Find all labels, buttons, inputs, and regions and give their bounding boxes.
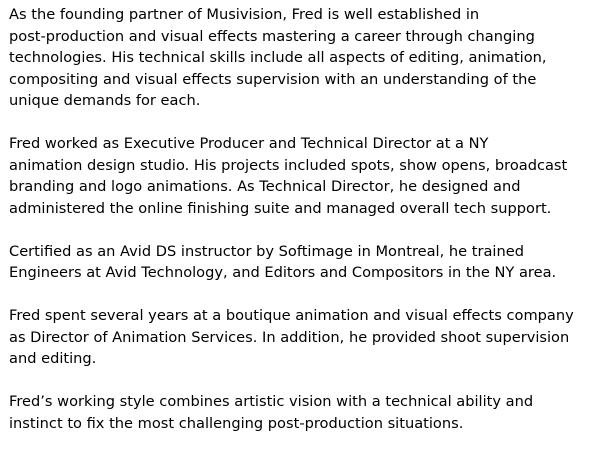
bio-paragraph-executive-producer: Fred worked as Executive Producer and Technical Director at a NY animation design studio. His projects included spots, show opens, broadcast branding and logo animations. As Technical Director, he designed and administered the online finishing suite and managed overall tech support.	[9, 135, 568, 217]
biography-text	[9, 4, 594, 434]
bio-paragraph-intro: As the founding partner of Musivision, Fred is well established in post-production and visual effects mastering a career through changing technologies. His technical skills include all aspects of editing, animation, compositing and visual effects supervision with an understanding of the unique demands for each.	[9, 6, 547, 109]
bio-paragraph-animation-services: Fred spent several years at a boutique animation and visual effects company as Director of Animation Services. In addition, he provided shoot supervision and editing.	[9, 307, 574, 367]
bio-paragraph-avid-certification: Certified as an Avid DS instructor by Softimage in Montreal, he trained Engineers at Avid Technology, and Editors and Compositors in the NY area.	[9, 242, 557, 281]
bio-paragraph-working-style: Fred’s working style combines artistic vision with a technical ability and instinct to fix the most challenging post-production situations.	[9, 393, 534, 432]
